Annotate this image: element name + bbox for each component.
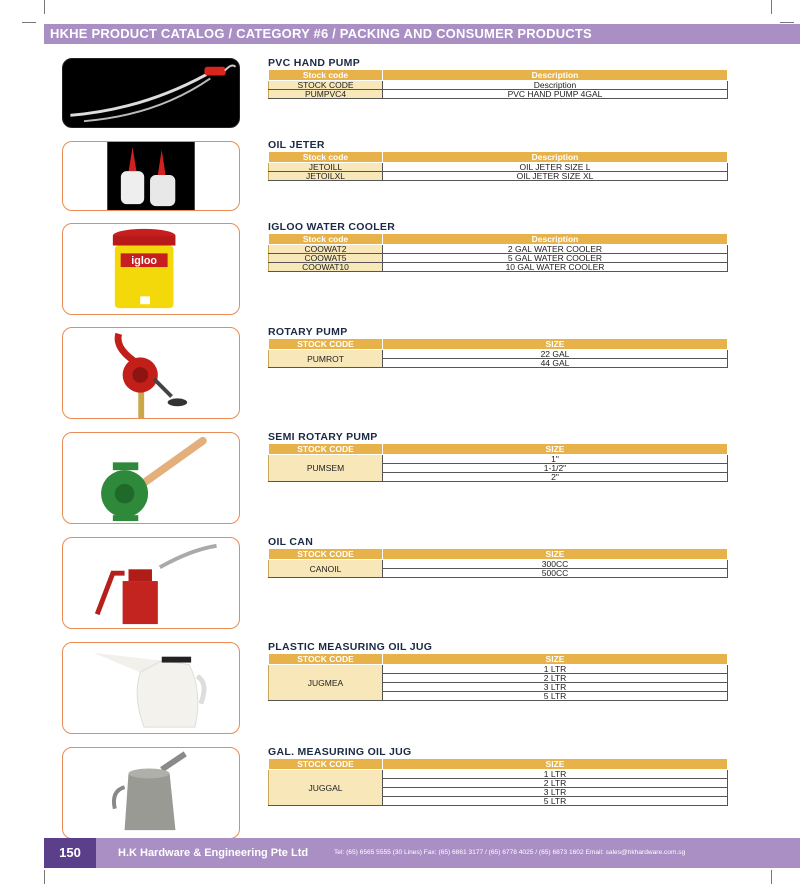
- page-footer: [44, 838, 800, 868]
- stock-code-cell: JETOILXL: [269, 172, 383, 181]
- product-table: [268, 151, 728, 181]
- catalog-header: HKHE PRODUCT CATALOG / CATEGORY #6 / PACKING AND CONSUMER PRODUCTS: [44, 24, 800, 44]
- column-header: Description: [383, 234, 728, 245]
- column-header: Stock code: [269, 70, 383, 81]
- column-header: STOCK CODE: [269, 654, 383, 665]
- size-cell: 2 LTR: [383, 779, 728, 788]
- size-cell: 2": [383, 473, 728, 482]
- stock-code-cell: COOWAT2: [269, 245, 383, 254]
- column-header: SIZE: [383, 759, 728, 770]
- rotary-pump-icon: [63, 328, 239, 418]
- contact-info: Tel: (65) 6565 5555 (30 Lines) Fax: (65) 6861 3177 / (65) 6778 4025 / (65) 6873 1602 Email: sales@hkhardware.com.sg: [334, 849, 686, 856]
- igloo-water-cooler-image: [62, 223, 240, 315]
- table-row: [269, 172, 728, 181]
- table-row: [269, 90, 728, 99]
- igloo-logo-text: igloo: [131, 255, 157, 268]
- description-cell: OIL JETER SIZE XL: [383, 172, 728, 181]
- product-table: [268, 69, 728, 99]
- plastic-jug-icon: [63, 643, 239, 733]
- column-header: STOCK CODE: [269, 339, 383, 350]
- table-row: [269, 350, 728, 359]
- description-cell: 2 GAL WATER COOLER: [383, 245, 728, 254]
- product-table: [268, 548, 728, 578]
- table-row: [269, 263, 728, 272]
- stock-code-cell: JUGGAL: [269, 770, 383, 806]
- company-name: H.K Hardware & Engineering Pte Ltd: [118, 847, 309, 859]
- product-title: GAL. MEASURING OIL JUG: [268, 746, 412, 758]
- product-title: PVC HAND PUMP: [268, 57, 360, 69]
- size-cell: 3 LTR: [383, 788, 728, 797]
- description-cell: PVC HAND PUMP 4GAL: [383, 90, 728, 99]
- table-row: [269, 455, 728, 464]
- size-cell: 300CC: [383, 560, 728, 569]
- size-cell: 1 LTR: [383, 770, 728, 779]
- page-number: 150: [44, 838, 96, 868]
- oil-can-icon: [63, 538, 239, 628]
- stock-code-cell: COOWAT10: [269, 263, 383, 272]
- stock-code-cell: CANOIL: [269, 560, 383, 578]
- crop-mark: [44, 870, 45, 884]
- column-header: SIZE: [383, 549, 728, 560]
- product-section-igloo-water-cooler: [268, 221, 728, 272]
- stock-code-cell: COOWAT5: [269, 254, 383, 263]
- size-cell: 1": [383, 455, 728, 464]
- plastic-measuring-jug-image: [62, 642, 240, 734]
- product-table: [268, 653, 728, 701]
- product-title: PLASTIC MEASURING OIL JUG: [268, 641, 433, 653]
- column-header: Description: [383, 152, 728, 163]
- column-header: SIZE: [383, 654, 728, 665]
- stock-code-cell: PUMSEM: [269, 455, 383, 482]
- water-cooler-icon: [63, 224, 239, 314]
- semi-rotary-pump-icon: [63, 433, 239, 523]
- galvanized-jug-icon: [63, 748, 239, 838]
- size-cell: 44 GAL: [383, 359, 728, 368]
- oil-jeter-icon: [63, 142, 239, 210]
- size-cell: 5 LTR: [383, 692, 728, 701]
- product-section-plastic-measuring-oil-jug: [268, 641, 728, 701]
- product-section-semi-rotary-pump: [268, 431, 728, 482]
- column-header: STOCK CODE: [269, 549, 383, 560]
- size-cell: 22 GAL: [383, 350, 728, 359]
- column-header: SIZE: [383, 339, 728, 350]
- product-table: [268, 233, 728, 272]
- crop-mark: [44, 0, 45, 14]
- stock-code-cell: JETOILL: [269, 163, 383, 172]
- table-row: [269, 560, 728, 569]
- table-row: [269, 665, 728, 674]
- description-cell: 5 GAL WATER COOLER: [383, 254, 728, 263]
- product-table: [268, 338, 728, 368]
- product-table: [268, 443, 728, 482]
- size-cell: 3 LTR: [383, 683, 728, 692]
- product-title: ROTARY PUMP: [268, 326, 348, 338]
- pvc-hand-pump-image: [62, 58, 240, 128]
- product-title: OIL JETER: [268, 139, 325, 151]
- product-section-pvc-hand-pump: [268, 57, 728, 99]
- product-table: [268, 758, 728, 806]
- product-title: IGLOO WATER COOLER: [268, 221, 396, 233]
- description-cell: OIL JETER SIZE L: [383, 163, 728, 172]
- product-section-oil-can: [268, 536, 728, 578]
- table-row: [269, 770, 728, 779]
- crop-mark: [771, 0, 772, 14]
- size-cell: 1-1/2": [383, 464, 728, 473]
- oil-jeter-image: [62, 141, 240, 211]
- galvanized-measuring-jug-image: [62, 747, 240, 839]
- product-section-oil-jeter: [268, 139, 728, 181]
- crop-mark: [771, 870, 772, 884]
- stock-code-cell: STOCK CODE: [269, 81, 383, 90]
- column-header: Stock code: [269, 234, 383, 245]
- pvc-hand-pump-icon: [63, 59, 239, 127]
- product-section-rotary-pump: [268, 326, 728, 368]
- stock-code-cell: JUGMEA: [269, 665, 383, 701]
- size-cell: 5 LTR: [383, 797, 728, 806]
- product-title: SEMI ROTARY PUMP: [268, 431, 378, 443]
- size-cell: 500CC: [383, 569, 728, 578]
- size-cell: 2 LTR: [383, 674, 728, 683]
- product-section-gal-measuring-oil-jug: [268, 746, 728, 806]
- rotary-pump-image: [62, 327, 240, 419]
- column-header: SIZE: [383, 444, 728, 455]
- description-cell: 10 GAL WATER COOLER: [383, 263, 728, 272]
- product-title: OIL CAN: [268, 536, 314, 548]
- description-cell: Description: [383, 81, 728, 90]
- column-header: STOCK CODE: [269, 759, 383, 770]
- crop-mark: [22, 22, 36, 23]
- stock-code-cell: PUMPVC4: [269, 90, 383, 99]
- stock-code-cell: PUMROT: [269, 350, 383, 368]
- column-header: STOCK CODE: [269, 444, 383, 455]
- oil-can-image: [62, 537, 240, 629]
- column-header: Description: [383, 70, 728, 81]
- size-cell: 1 LTR: [383, 665, 728, 674]
- column-header: Stock code: [269, 152, 383, 163]
- semi-rotary-pump-image: [62, 432, 240, 524]
- crop-mark: [780, 22, 794, 23]
